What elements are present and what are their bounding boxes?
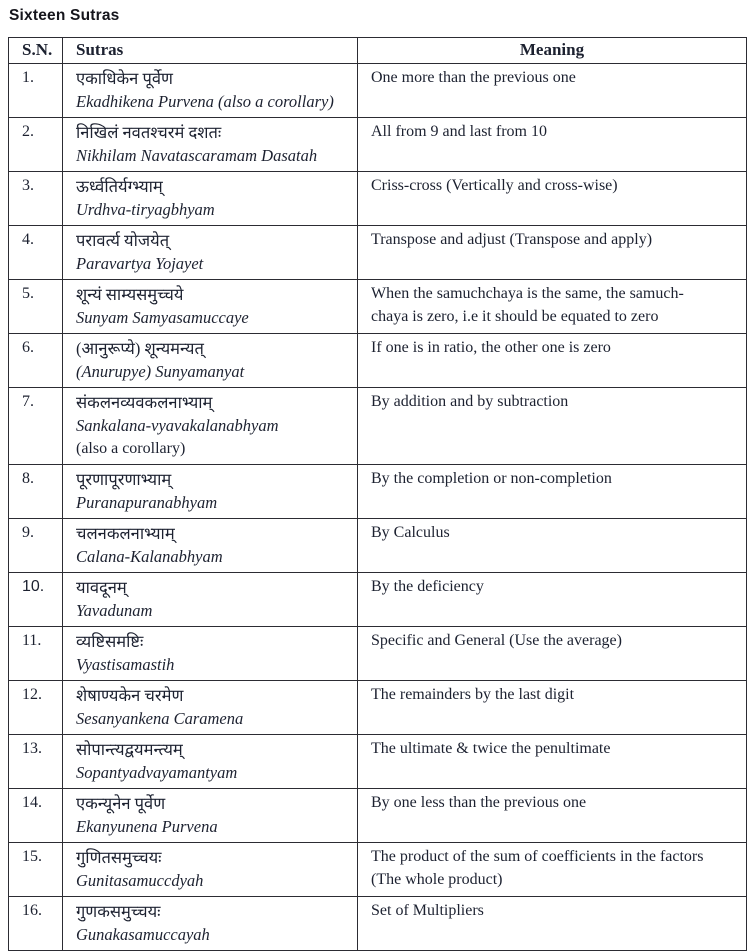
meaning-cell <box>358 627 747 681</box>
sutra-cell <box>63 388 358 465</box>
table-row <box>9 573 747 627</box>
sutra-transliteration-text: Yavadunam <box>76 601 153 620</box>
meaning-line-text: chaya is zero, i.e it should be equated to zero <box>371 307 659 325</box>
meaning-line-text: If one is in ratio, the other one is zero <box>371 339 611 356</box>
meaning-cell <box>358 64 747 118</box>
meaning-cell <box>358 681 747 735</box>
meaning-cell <box>358 465 747 519</box>
sutra-cell <box>63 226 358 280</box>
table-header <box>9 38 747 64</box>
sutra-transliteration-text: Paravartya Yojayet <box>76 254 204 273</box>
meaning-cell <box>358 118 747 172</box>
meaning-line-text: Set of Multipliers <box>371 902 484 919</box>
sutra-devanagari-text: एकाधिकेन पूर्वेण <box>76 69 173 88</box>
row-serial-number: 14. <box>9 789 63 843</box>
row-serial-number: 8. <box>9 465 63 519</box>
sutra-cell <box>63 334 358 388</box>
page-title: Sixteen Sutras <box>9 7 120 24</box>
column-header-sutras: Sutras <box>63 38 358 64</box>
sutra-cell <box>63 897 358 951</box>
meaning-cell <box>358 573 747 627</box>
row-serial-number: 11. <box>9 627 63 681</box>
sutra-devanagari-text: परावर्त्य योजयेत् <box>76 231 170 250</box>
row-serial-number: 2. <box>9 118 63 172</box>
sutra-devanagari-text: शून्यं साम्यसमुच्चये <box>76 285 184 304</box>
meaning-line-text: When the samuchchaya is the same, the samuch- <box>371 285 684 302</box>
table-body <box>9 64 747 951</box>
meaning-line-text: All from 9 and last from 10 <box>371 123 547 140</box>
sutras-table <box>8 37 747 951</box>
sutra-cell <box>63 843 358 897</box>
sutra-cell <box>63 627 358 681</box>
meaning-cell <box>358 897 747 951</box>
meaning-cell <box>358 519 747 573</box>
meaning-line-text: Specific and General (Use the average) <box>371 632 622 649</box>
table-row <box>9 465 747 519</box>
sutra-devanagari-text: गुणितसमुच्चयः <box>76 848 162 867</box>
row-serial-number: 1. <box>9 64 63 118</box>
meaning-line-text: By the deficiency <box>371 578 484 595</box>
sutra-cell <box>63 573 358 627</box>
table-row <box>9 627 747 681</box>
sutra-cell <box>63 280 358 334</box>
column-header-meaning: Meaning <box>358 38 747 64</box>
table-row <box>9 681 747 735</box>
meaning-line-text: By the completion or non-completion <box>371 470 612 487</box>
row-serial-number: 16. <box>9 897 63 951</box>
sutra-transliteration-text: Calana-Kalanabhyam <box>76 547 223 566</box>
sutra-devanagari-text: चलनकलनाभ्याम् <box>76 524 175 543</box>
table-row <box>9 519 747 573</box>
sutra-devanagari-text: संकलनव्यवकलनाभ्याम् <box>76 393 213 412</box>
table-row <box>9 388 747 465</box>
table-row <box>9 789 747 843</box>
meaning-line-text: The ultimate & twice the penultimate <box>371 740 611 757</box>
sutra-cell <box>63 64 358 118</box>
sutra-devanagari-text: निखिलं नवतश्चरमं दशतः <box>76 123 222 142</box>
sutra-cell <box>63 465 358 519</box>
sutra-devanagari-text: व्यष्टिसमष्टिः <box>76 632 144 651</box>
sutra-transliteration-text: Sopantyadvayamantyam <box>76 763 238 782</box>
meaning-cell <box>358 334 747 388</box>
sutra-cell <box>63 118 358 172</box>
sutra-cell <box>63 681 358 735</box>
sutra-cell <box>63 519 358 573</box>
meaning-line-text: By addition and by subtraction <box>371 393 569 410</box>
meaning-line-text: One more than the previous one <box>371 69 576 86</box>
meaning-cell <box>358 735 747 789</box>
meaning-cell <box>358 388 747 465</box>
row-serial-number: 13. <box>9 735 63 789</box>
table-row <box>9 118 747 172</box>
meaning-line-text: The remainders by the last digit <box>371 686 575 703</box>
meaning-cell <box>358 280 747 334</box>
sutra-devanagari-text: शेषाण्यकेन चरमेण <box>76 686 184 705</box>
sutra-transliteration-text: Sunyam Samyasamuccaye <box>76 308 249 327</box>
sutra-note-text: (also a corollary) <box>76 440 186 457</box>
sutra-cell <box>63 172 358 226</box>
sutra-devanagari-text: गुणकसमुच्चयः <box>76 902 161 921</box>
sutra-transliteration-text: Sankalana-vyavakalanabhyam <box>76 416 279 435</box>
sutra-devanagari-text: एकन्यूनेन पूर्वेण <box>76 794 166 813</box>
row-serial-number: 9. <box>9 519 63 573</box>
sutra-devanagari-text: (आनुरूप्ये) शून्यमन्यत् <box>76 339 204 358</box>
sutra-transliteration-text: Gunitasamuccdyah <box>76 871 204 890</box>
header-row <box>9 38 747 64</box>
sutra-devanagari-text: पूरणापूरणाभ्याम् <box>76 470 172 489</box>
sutra-devanagari-text: ऊर्ध्वतिर्यग्भ्याम् <box>76 177 163 196</box>
row-serial-number: 7. <box>9 388 63 465</box>
meaning-cell <box>358 789 747 843</box>
row-serial-number: 12. <box>9 681 63 735</box>
table-row <box>9 735 747 789</box>
meaning-cell <box>358 843 747 897</box>
table-row <box>9 226 747 280</box>
meaning-line-text: The product of the sum of coefficients in the factors <box>371 848 704 865</box>
sutra-cell <box>63 735 358 789</box>
meaning-line-text: By Calculus <box>371 524 450 541</box>
sutra-transliteration-text: (Anurupye) Sunyamanyat <box>76 362 245 381</box>
row-serial-number: 15. <box>9 843 63 897</box>
table-row <box>9 897 747 951</box>
row-serial-number: 4. <box>9 226 63 280</box>
row-serial-number: 5. <box>9 280 63 334</box>
meaning-line-text: By one less than the previous one <box>371 794 587 811</box>
sutra-cell <box>63 789 358 843</box>
table-row <box>9 334 747 388</box>
sutra-transliteration-text: Nikhilam Navatascaramam Dasatah <box>76 146 318 165</box>
sutra-transliteration-text: Puranapuranabhyam <box>76 493 218 512</box>
sutra-transliteration-text: Ekanyunena Purvena <box>76 817 218 836</box>
sutra-devanagari-text: सोपान्त्यद्वयमन्त्यम् <box>76 740 183 759</box>
row-serial-number: 6. <box>9 334 63 388</box>
sutra-transliteration-text: Sesanyankena Caramena <box>76 709 244 728</box>
meaning-line-text: Transpose and adjust (Transpose and apply) <box>371 231 653 248</box>
table-row <box>9 64 747 118</box>
sutra-devanagari-text: यावदूनम् <box>76 578 127 597</box>
meaning-line-text: Criss-cross (Vertically and cross-wise) <box>371 177 618 194</box>
table-row <box>9 843 747 897</box>
sutra-transliteration-text: Gunakasamuccayah <box>76 925 210 944</box>
table-row <box>9 280 747 334</box>
sutra-transliteration-text: Urdhva-tiryagbhyam <box>76 200 215 219</box>
meaning-cell <box>358 172 747 226</box>
column-header-sn: S.N. <box>9 38 63 64</box>
row-serial-number: 3. <box>9 172 63 226</box>
meaning-line-text: (The whole product) <box>371 870 503 888</box>
row-serial-number: 10. <box>9 573 63 627</box>
table-row <box>9 172 747 226</box>
sutra-transliteration-text: Vyastisamastih <box>76 655 175 674</box>
sutra-transliteration-text: Ekadhikena Purvena (also a corollary) <box>76 92 334 111</box>
meaning-cell <box>358 226 747 280</box>
